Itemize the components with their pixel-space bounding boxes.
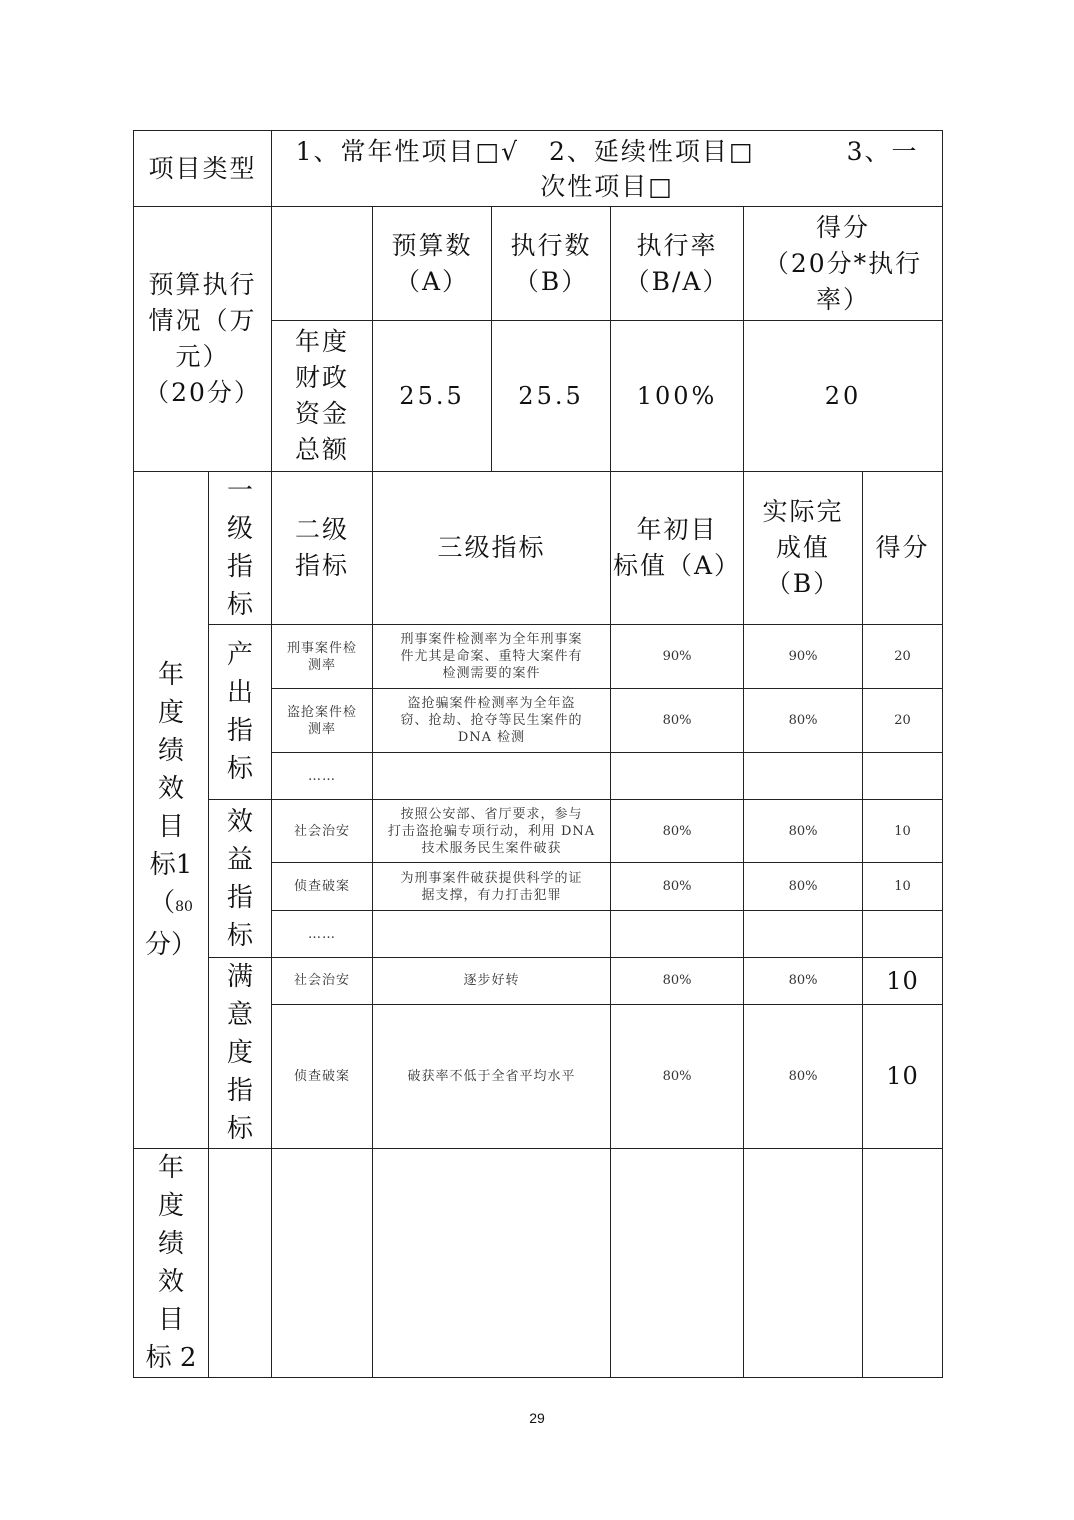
indicator-target: 80% <box>611 800 744 863</box>
indicator-target: 80% <box>611 863 744 911</box>
option-perennial: 1、常年性项目□√ <box>295 136 520 166</box>
indicator-target <box>611 753 744 800</box>
indicator-level3: 逐步好转 <box>373 958 611 1005</box>
output-indicator-label: 产 出 指 标 <box>209 625 272 800</box>
indicator-actual <box>744 753 863 800</box>
satisfaction-indicator-label: 满 意 度 指 标 <box>209 958 272 1149</box>
indicator-actual <box>744 911 863 958</box>
indicator-score: 10 <box>863 863 943 911</box>
goal-score-header: 得分 <box>863 472 943 625</box>
budget-header: 预算数 （A） <box>373 207 492 321</box>
indicator-actual: 80% <box>744 1004 863 1148</box>
annual-fund-label: 年度 财政 资金 总额 <box>272 321 373 472</box>
indicator-level3 <box>373 753 611 800</box>
goal2-level1 <box>209 1149 272 1378</box>
indicator-actual: 80% <box>744 863 863 911</box>
indicator-score: 10 <box>863 1004 943 1148</box>
indicator-level3: 刑事案件检测率为全年刑事案 件尤其是命案、重特大案件有 检测需要的案件 <box>373 625 611 689</box>
indicator-target: 80% <box>611 958 744 1005</box>
indicator-level2: 盗抢案件检 测率 <box>272 689 373 753</box>
budget-execution-label: 预算执行 情况（万 元） （20分） <box>134 207 272 472</box>
actual-header: 实际完 成值 （B） <box>744 472 863 625</box>
project-type-options <box>272 131 943 207</box>
goal2-level2 <box>272 1149 373 1378</box>
score-header: 得分 （20分*执行 率） <box>744 207 943 321</box>
goal2-level3 <box>373 1149 611 1378</box>
indicator-level2-ellipsis: …… <box>272 753 373 800</box>
option-continuing: 2、延续性项目□ <box>549 136 755 166</box>
indicator-score: 10 <box>863 800 943 863</box>
indicator-level3: 按照公安部、省厅要求，参与 打击盗抢骗专项行动，利用 DNA 技术服务民生案件破获 <box>373 800 611 863</box>
indicator-target: 80% <box>611 689 744 753</box>
indicator-level2: 社会治安 <box>272 958 373 1005</box>
indicator-level2-ellipsis: …… <box>272 911 373 958</box>
indicator-level3: 为刑事案件破获提供科学的证 据支撑，有力打击犯罪 <box>373 863 611 911</box>
indicator-target: 80% <box>611 1004 744 1148</box>
goal2-target <box>611 1149 744 1378</box>
indicator-level3 <box>373 911 611 958</box>
goal2-score <box>863 1149 943 1378</box>
indicator-actual: 80% <box>744 958 863 1005</box>
indicator-score: 20 <box>863 625 943 689</box>
indicator-score: 10 <box>863 958 943 1005</box>
rate-value: 100% <box>611 321 744 472</box>
option-onetime-b: 次性项目□ <box>540 171 674 201</box>
executed-header: 执行数 （B） <box>492 207 611 321</box>
target-header: 年初目 标值（A） <box>611 472 744 625</box>
indicator-level2: 刑事案件检 测率 <box>272 625 373 689</box>
option-onetime-a: 3、一 <box>846 136 919 166</box>
indicator-level2: 社会治安 <box>272 800 373 863</box>
indicator-score <box>863 753 943 800</box>
indicator-level2: 侦查破案 <box>272 1004 373 1148</box>
project-type-label: 项目类型 <box>134 131 272 207</box>
budget-blank-header <box>272 207 373 321</box>
indicator-score: 20 <box>863 689 943 753</box>
level2-header: 二级 指标 <box>272 472 373 625</box>
level1-header: 一 级 指 标 <box>209 472 272 625</box>
goal2-label: 年 度 绩 效 目 标 2 <box>134 1149 209 1378</box>
indicator-score <box>863 911 943 958</box>
score-value: 20 <box>744 321 943 472</box>
rate-header: 执行率 （B/A） <box>611 207 744 321</box>
indicator-actual: 90% <box>744 625 863 689</box>
indicator-target: 90% <box>611 625 744 689</box>
level3-header: 三级指标 <box>373 472 611 625</box>
indicator-level2: 侦查破案 <box>272 863 373 911</box>
goal1-label: 年 度 绩 效 目 标1 （80 分） <box>134 472 209 1149</box>
performance-table <box>133 130 943 1378</box>
benefit-indicator-label: 效 益 指 标 <box>209 800 272 958</box>
goal2-actual <box>744 1149 863 1378</box>
indicator-target <box>611 911 744 958</box>
indicator-actual: 80% <box>744 800 863 863</box>
budget-value: 25.5 <box>373 321 492 472</box>
indicator-level3: 破获率不低于全省平均水平 <box>373 1004 611 1148</box>
indicator-level3: 盗抢骗案件检测率为全年盗 窃、抢劫、抢夺等民生案件的 DNA 检测 <box>373 689 611 753</box>
page-number: 29 <box>529 1410 545 1426</box>
executed-value: 25.5 <box>492 321 611 472</box>
indicator-actual: 80% <box>744 689 863 753</box>
